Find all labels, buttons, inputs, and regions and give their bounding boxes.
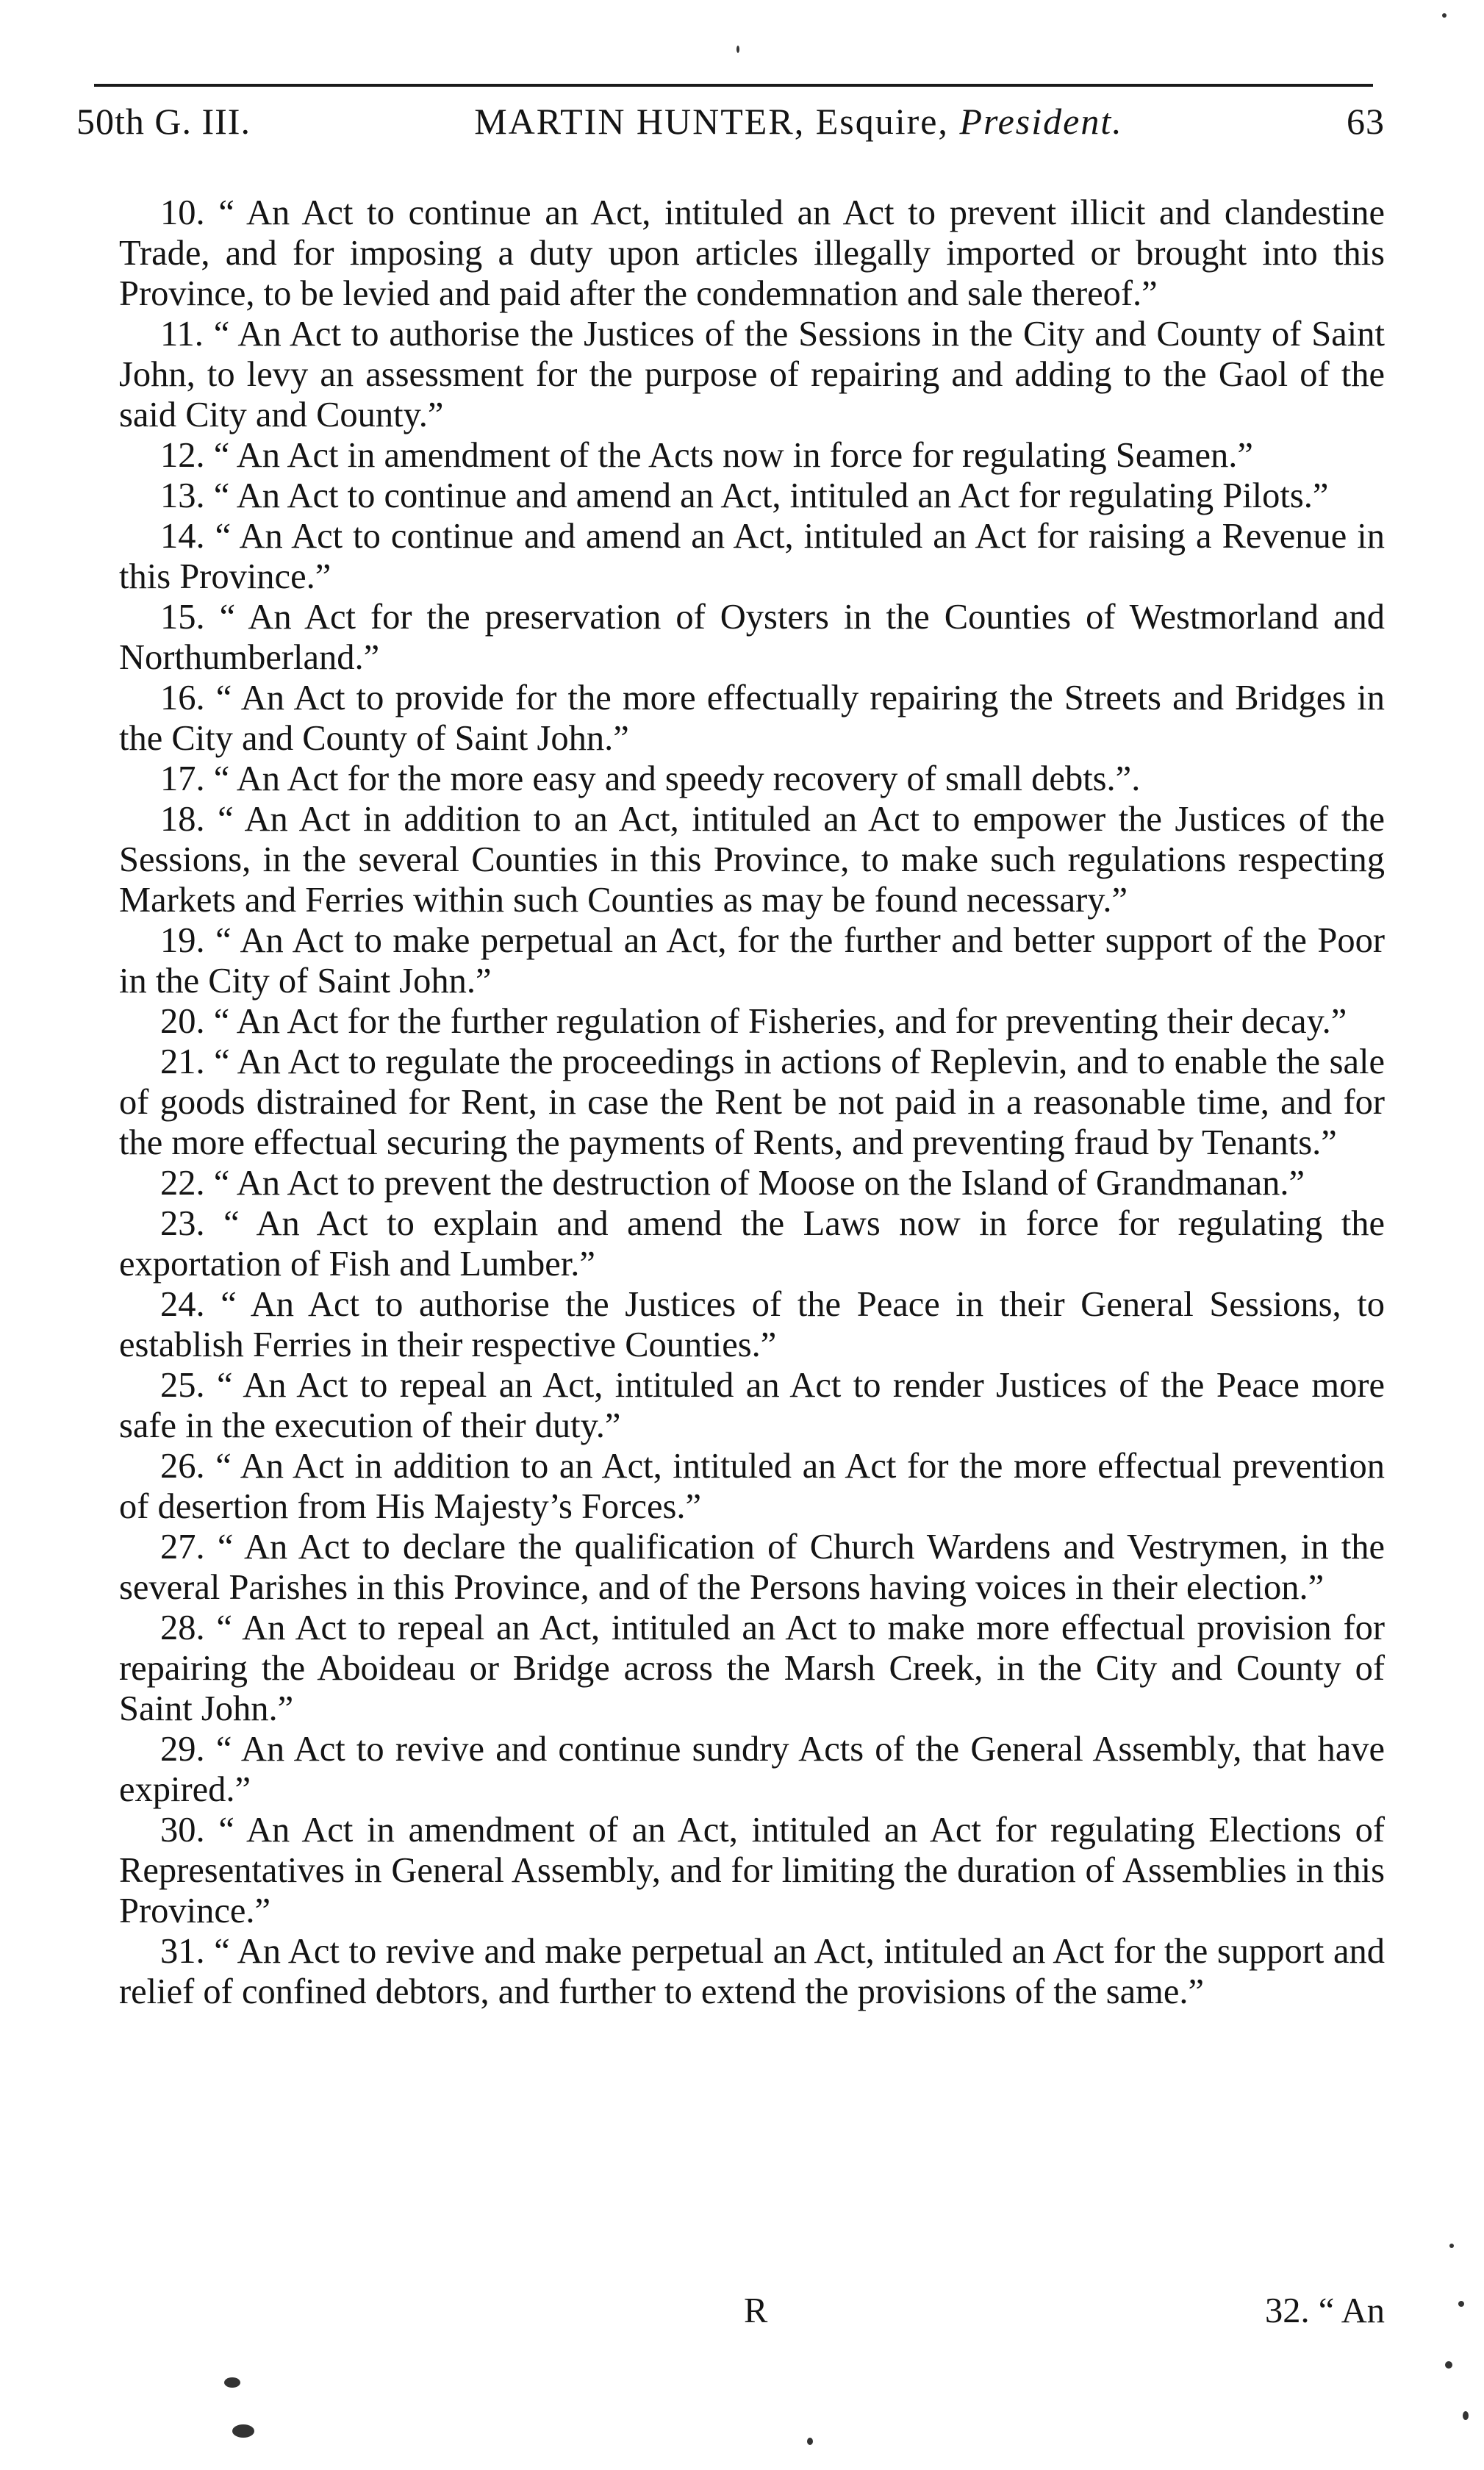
scan-speck: [224, 2377, 240, 2388]
scan-speck: [1449, 2244, 1454, 2248]
acts-list: [119, 193, 1385, 2012]
act-entry-23: 23. “ An Act to explain and amend the Laws now in force for regulating the exportation of Fish and Lumber.”: [119, 1204, 1385, 1284]
act-entry-31: 31. “ An Act to revive and make perpetual an Act, intituled an Act for the support and relief of confined debtors, and further to extend the provisions of the same.”: [119, 1932, 1385, 2011]
act-entry-28: 28. “ An Act to repeal an Act, intituled an Act to make more effectual provision for repairing the Aboideau or Bridge across the Marsh Creek, in the City and County of Saint John.”: [119, 1608, 1385, 1728]
header-title-role: President.: [959, 101, 1123, 142]
scan-speck: [1463, 2411, 1469, 2420]
act-entry-29: 29. “ An Act to revive and continue sundry Acts of the General Assembly, that have expired.”: [119, 1730, 1385, 1809]
scan-speck: [1442, 13, 1447, 18]
scan-speck: [1458, 2301, 1464, 2307]
act-entry-26: 26. “ An Act in addition to an Act, intituled an Act for the more effectual prevention of desertion from His Majesty’s Forces.”: [119, 1447, 1385, 1526]
signature-mark: R: [744, 2291, 768, 2330]
page-number: 63: [1347, 101, 1385, 142]
act-entry-14: 14. “ An Act to continue and amend an Act, intituled an Act for raising a Revenue in this Province.”: [119, 517, 1385, 596]
act-entry-12: 12. “ An Act in amendment of the Acts now in force for regulating Seamen.”: [160, 436, 1253, 475]
act-entry-24: 24. “ An Act to authorise the Justices of the Peace in their General Sessions, to establish Ferries in their respective Counties.”: [119, 1285, 1385, 1364]
header-title: [251, 100, 1347, 143]
act-entry-13: 13. “ An Act to continue and amend an Act, intituled an Act for regulating Pilots.”: [160, 476, 1329, 515]
act-entry-27: 27. “ An Act to declare the qualification of Church Wardens and Vestrymen, in the several Parishes in this Province, and of the Persons having voices in their election.”: [119, 1528, 1385, 1607]
act-entry-18: 18. “ An Act in addition to an Act, intituled an Act to empower the Justices of the Sessions, in the several Counties in this Province, to make such regulations respecting Markets and Ferries within such Counties as may be found necessary.”: [119, 800, 1385, 920]
header-title-name: MARTIN HUNTER, Esquire,: [474, 101, 960, 142]
catchword: 32. “ An: [1264, 2291, 1385, 2330]
act-entry-17: 17. “ An Act for the more easy and speedy recovery of small debts.”.: [160, 759, 1141, 798]
act-entry-10: 10. “ An Act to continue an Act, intituled an Act to prevent illicit and clandestine Trade, and for imposing a duty upon articles illegally imported or brought into this Province, to be levied and paid after the condemnation and sale thereof.”: [119, 193, 1385, 313]
act-entry-15: 15. “ An Act for the preservation of Oysters in the Counties of Westmorland and Northumberland.”: [119, 598, 1385, 677]
act-entry-16: 16. “ An Act to provide for the more effectually repairing the Streets and Bridges in the City and County of Saint John.”: [119, 679, 1385, 758]
scan-speck: [807, 2438, 813, 2445]
regnal-year: 50th G. III.: [76, 101, 251, 142]
page-footer: [119, 2291, 1385, 2332]
act-entry-30: 30. “ An Act in amendment of an Act, intituled an Act for regulating Elections of Representatives in General Assembly, and for limiting the duration of Assemblies in this Province.”: [119, 1811, 1385, 1930]
act-entry-20: 20. “ An Act for the further regulation of Fisheries, and for preventing their decay.”: [160, 1002, 1347, 1041]
act-entry-25: 25. “ An Act to repeal an Act, intituled an Act to render Justices of the Peace more safe in the execution of their duty.”: [119, 1366, 1385, 1445]
scan-speck: [736, 46, 739, 53]
act-entry-11: 11. “ An Act to authorise the Justices of the Sessions in the City and County of Saint John, to levy an assessment for the purpose of repairing and adding to the Gaol of the said City and County.”: [119, 315, 1385, 434]
scan-speck: [1445, 2361, 1452, 2369]
scan-speck: [232, 2424, 254, 2438]
act-entry-21: 21. “ An Act to regulate the proceedings in actions of Replevin, and to enable the sale of goods distrained for Rent, in case the Rent be not paid in a reasonable time, and for the more effectual securing the payments of Rents, and preventing fraud by Tenants.”: [119, 1042, 1385, 1162]
act-entry-22: 22. “ An Act to prevent the destruction of Moose on the Island of Grandmanan.”: [160, 1164, 1305, 1203]
header-rule: [94, 84, 1373, 87]
running-header: [76, 88, 1385, 154]
act-entry-19: 19. “ An Act to make perpetual an Act, for the further and better support of the Poor in the City of Saint John.”: [119, 921, 1385, 1000]
